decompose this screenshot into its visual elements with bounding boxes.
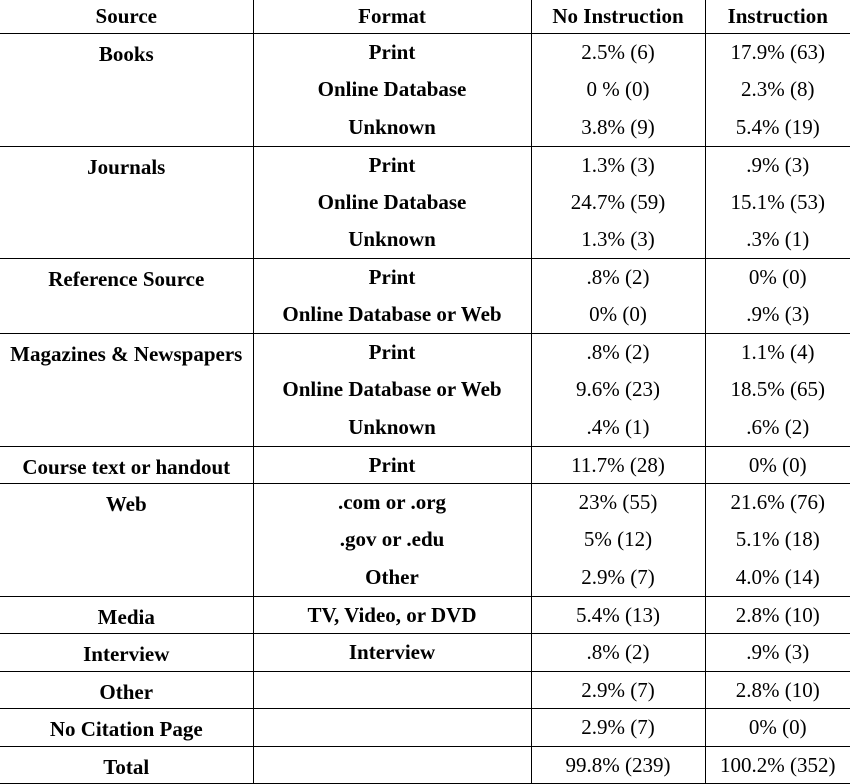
no-instruction-cell: 2.5% (6) [531, 34, 705, 72]
no-instruction-cell: 0 % (0) [531, 71, 705, 109]
table-row [0, 671, 850, 709]
no-instruction-cell: 24.7% (59) [531, 184, 705, 222]
table-body [0, 34, 850, 784]
instruction-cell: .3% (1) [705, 221, 850, 259]
table-row [0, 709, 850, 747]
source-cell [0, 484, 253, 597]
source-cell [0, 634, 253, 672]
table-row [0, 746, 850, 784]
instruction-cell: 0% (0) [705, 709, 850, 747]
no-instruction-cell: 5.4% (13) [531, 596, 705, 634]
instruction-cell: 21.6% (76) [705, 484, 850, 522]
source-cell [0, 671, 253, 709]
no-instruction-cell: 23% (55) [531, 484, 705, 522]
format-cell: Online Database [253, 71, 531, 109]
format-cell [253, 671, 531, 709]
no-instruction-cell: 9.6% (23) [531, 371, 705, 409]
source-cell [0, 746, 253, 784]
instruction-cell: 17.9% (63) [705, 34, 850, 72]
source-cell [0, 34, 253, 147]
format-cell: Print [253, 334, 531, 372]
table-row [0, 259, 850, 297]
instruction-cell: .9% (3) [705, 146, 850, 184]
source-label: Media [97, 604, 155, 629]
instruction-cell: 18.5% (65) [705, 371, 850, 409]
instruction-cell: .6% (2) [705, 409, 850, 447]
instruction-cell: 100.2% (352) [705, 746, 850, 784]
source-cell [0, 709, 253, 747]
format-cell [253, 746, 531, 784]
no-instruction-cell: 2.9% (7) [531, 559, 705, 597]
no-instruction-cell: .8% (2) [531, 259, 705, 297]
header-row [0, 0, 850, 34]
format-cell: .gov or .edu [253, 521, 531, 559]
header-source: Source [0, 0, 253, 34]
format-cell: Other [253, 559, 531, 597]
no-instruction-cell: 1.3% (3) [531, 146, 705, 184]
table-row [0, 596, 850, 634]
instruction-cell: 15.1% (53) [705, 184, 850, 222]
format-cell: Online Database [253, 184, 531, 222]
no-instruction-cell: 5% (12) [531, 521, 705, 559]
format-cell: Print [253, 259, 531, 297]
instruction-cell: 2.8% (10) [705, 671, 850, 709]
source-label: Reference Source [48, 267, 205, 291]
table-row [0, 634, 850, 672]
format-cell: Unknown [253, 221, 531, 259]
instruction-cell: .9% (3) [705, 296, 850, 334]
source-label: Total [103, 754, 150, 779]
source-label: Web [105, 492, 147, 516]
no-instruction-cell: 99.8% (239) [531, 746, 705, 784]
no-instruction-cell: 0% (0) [531, 296, 705, 334]
no-instruction-cell: 2.9% (7) [531, 671, 705, 709]
instruction-cell: 4.0% (14) [705, 559, 850, 597]
header-format: Format [253, 0, 531, 34]
table-row [0, 34, 850, 72]
format-cell: Unknown [253, 109, 531, 147]
instruction-cell: 5.4% (19) [705, 109, 850, 147]
no-instruction-cell: .8% (2) [531, 634, 705, 672]
instruction-cell: 2.8% (10) [705, 596, 850, 634]
instruction-cell: 2.3% (8) [705, 71, 850, 109]
format-cell: Print [253, 34, 531, 72]
format-cell [253, 709, 531, 747]
table-row [0, 484, 850, 522]
table-row [0, 146, 850, 184]
source-label: Journals [87, 154, 166, 179]
no-instruction-cell: 3.8% (9) [531, 109, 705, 147]
format-cell: TV, Video, or DVD [253, 596, 531, 634]
instruction-cell: 0% (0) [705, 259, 850, 297]
instruction-cell: 5.1% (18) [705, 521, 850, 559]
instruction-cell: 0% (0) [705, 446, 850, 484]
format-cell: Print [253, 446, 531, 484]
source-label: Other [99, 679, 154, 704]
source-label: Magazines & Newspapers [10, 342, 243, 366]
header-no-instruction: No Instruction [531, 0, 705, 34]
header-instruction: Instruction [705, 0, 850, 34]
source-label: Interview [83, 642, 170, 666]
format-cell: .com or .org [253, 484, 531, 522]
no-instruction-cell: 1.3% (3) [531, 221, 705, 259]
format-cell: Online Database or Web [253, 296, 531, 334]
format-cell: Unknown [253, 409, 531, 447]
format-cell: Interview [253, 634, 531, 672]
source-label: No Citation Page [49, 717, 203, 741]
source-cell [0, 146, 253, 259]
format-cell: Online Database or Web [253, 371, 531, 409]
no-instruction-cell: 11.7% (28) [531, 446, 705, 484]
table-row [0, 446, 850, 484]
no-instruction-cell: .8% (2) [531, 334, 705, 372]
source-cell [0, 446, 253, 484]
format-cell: Print [253, 146, 531, 184]
instruction-cell: 1.1% (4) [705, 334, 850, 372]
table-row [0, 334, 850, 372]
instruction-cell: .9% (3) [705, 634, 850, 672]
source-label: Course text or handout [22, 454, 231, 479]
source-cell [0, 259, 253, 334]
source-cell [0, 596, 253, 634]
source-label: Books [98, 42, 154, 66]
no-instruction-cell: .4% (1) [531, 409, 705, 447]
no-instruction-cell: 2.9% (7) [531, 709, 705, 747]
source-cell [0, 334, 253, 447]
